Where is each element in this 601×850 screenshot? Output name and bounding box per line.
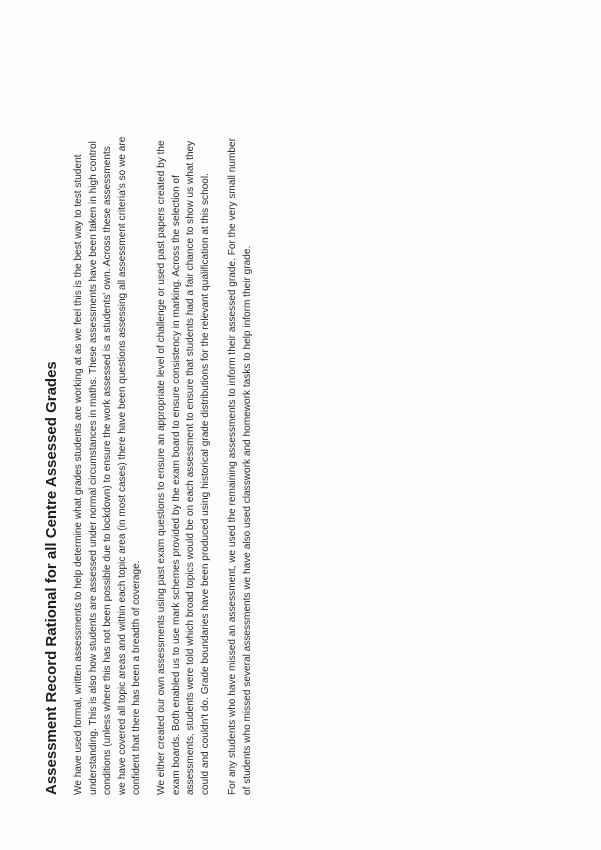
paragraph-line: understanding. This is also how students are assessed under normal circumstances in maths. These assessments have been taken in high control	[87, 141, 99, 795]
paragraph-line: We have used formal, written assessments to help determine what grades students are working at as we feel this is the best way to test student	[73, 154, 84, 795]
paragraph-assessment-creation	[155, 7, 213, 795]
paragraph-line: confident that there has been a breadth of coverage.	[131, 560, 143, 795]
paragraph-line: could and couldn't do. Grade boundaries have been produced using historical grade distributions for the relevant qualification at this school.	[199, 173, 211, 795]
paragraph-line: we have covered all topic areas and within each topic area (in most cases) there have been questions assessing all assessment criteria's so we are	[116, 136, 128, 795]
paragraph-missed-assessments	[226, 7, 255, 795]
paragraph-line: We either created our own assessments using past exam questions to ensure an appropriate level of challenge or used past papers created by the	[156, 140, 167, 795]
paragraph-line: of students who missed several assessments we have also used classwork and homework tasks to help inform their grade.	[241, 245, 253, 795]
document-title: Assessment Record Rational for all Centre Assessed Grades	[43, 361, 60, 795]
paragraph-line: conditions (unless where this has not been possible due to lockdown) to ensure the work assessed is a students' own. Across these assessments	[102, 146, 114, 795]
paragraph-line: For any students who have missed an assessment, we used the remaining assessments to inform their assessed grade. For the very small number	[227, 138, 238, 795]
paragraph-line: assessments, students were told which broad topics would be on each assessment to ensure that students had a fair chance to show us what they	[185, 140, 197, 795]
paragraph-assessment-approach	[72, 7, 145, 795]
paragraph-line: exam boards. Both enabled us to use mark schemes provided by the exam board to ensure consistency in marking. Across the selection of	[170, 175, 182, 795]
rotated-document-content	[42, 7, 302, 795]
